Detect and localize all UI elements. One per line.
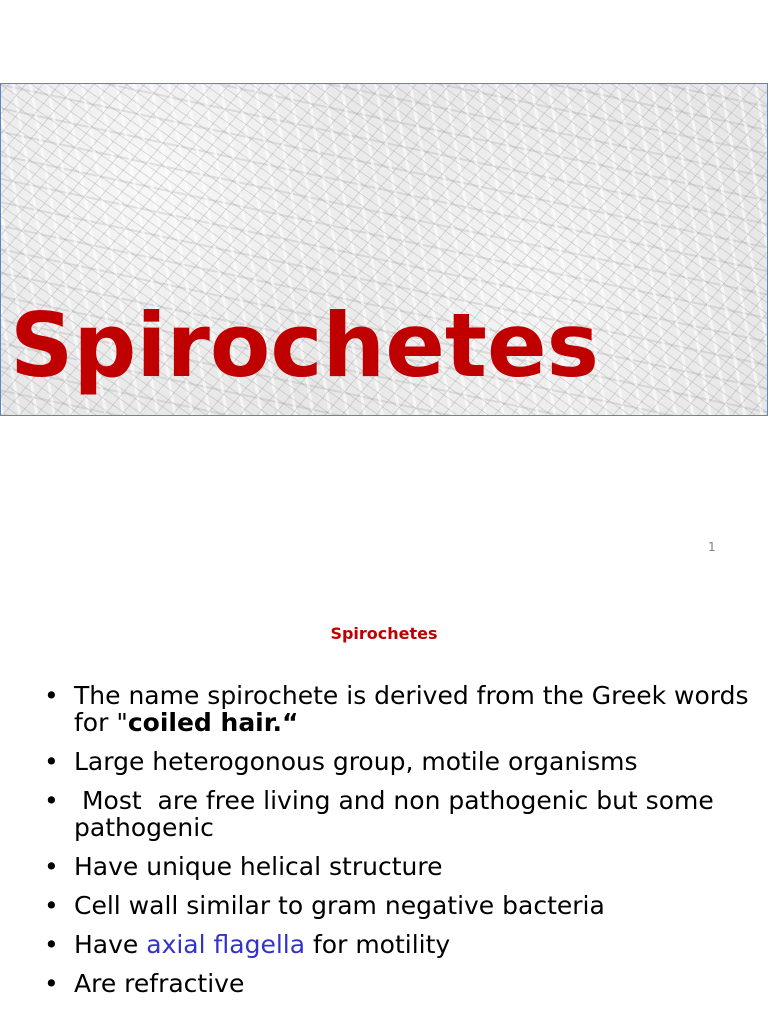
bullet-text: Most are free living and non pathogenic but some pathogenic	[74, 786, 722, 842]
bullet-icon: •	[44, 786, 59, 815]
list-item	[44, 930, 754, 959]
bullet-icon: •	[44, 969, 59, 998]
list-item	[44, 681, 754, 737]
list-item	[44, 969, 754, 998]
bullet-bold-text: coiled hair.“	[127, 708, 299, 737]
slide-number: 1	[708, 540, 716, 554]
bullet-text-suffix: for motility	[305, 930, 451, 959]
content-slide-title: Spirochetes	[330, 624, 438, 643]
bullet-icon: •	[44, 852, 59, 881]
bullet-list	[0, 682, 754, 1009]
bullet-text: Have unique helical structure	[74, 852, 443, 881]
bullet-text: Cell wall similar to gram negative bacteria	[74, 891, 605, 920]
bullet-text: Have	[74, 930, 147, 959]
list-item	[44, 786, 754, 842]
axial-flagella-link[interactable]: axial flagella	[146, 930, 306, 959]
list-item	[44, 852, 754, 881]
slide-title: Spirochetes	[10, 294, 600, 397]
bullet-icon: •	[44, 930, 59, 959]
content-slide	[0, 578, 768, 1024]
bullet-icon: •	[44, 681, 59, 710]
bullet-icon: •	[44, 891, 59, 920]
bullet-icon: •	[44, 747, 59, 776]
list-item	[44, 747, 754, 776]
list-item	[44, 891, 754, 920]
bullet-text: The name spirochete is derived from the Greek words for "	[74, 681, 749, 737]
bullet-text: Are refractive	[74, 969, 245, 998]
bullet-text: Large heterogonous group, motile organisms	[74, 747, 638, 776]
